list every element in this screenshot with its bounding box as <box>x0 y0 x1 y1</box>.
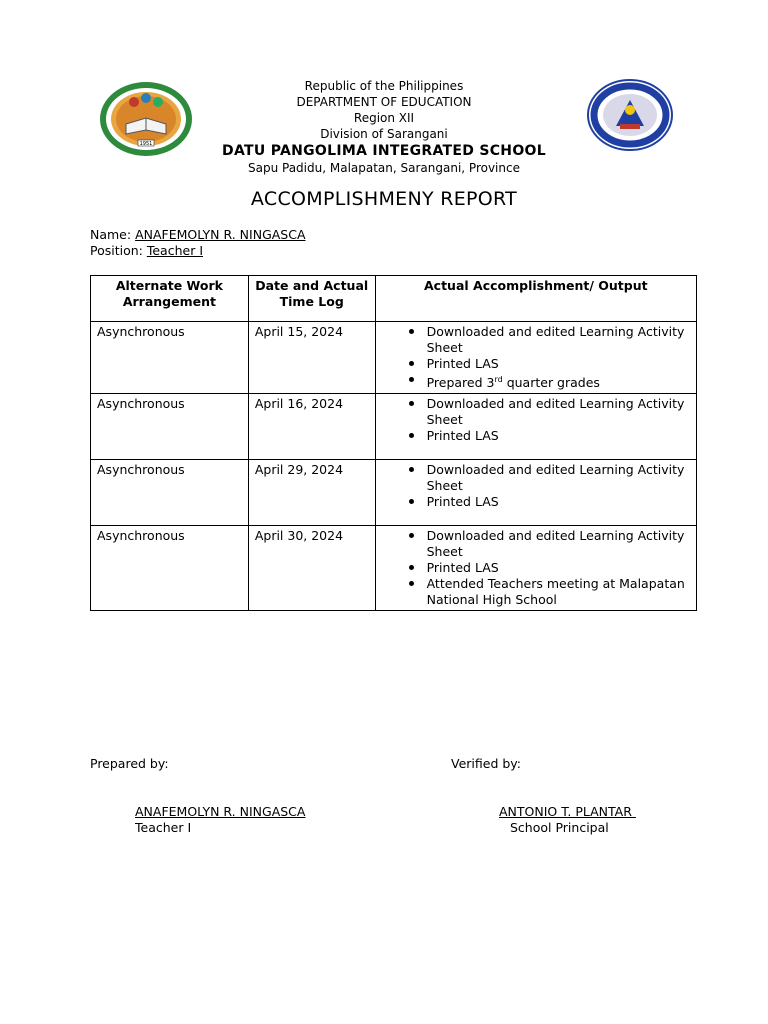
arrangement-cell: Asynchronous <box>91 394 249 460</box>
ordinal-suffix: rd <box>494 375 503 384</box>
list-item: Printed LAS <box>382 494 690 510</box>
report-title: ACCOMPLISHMENY REPORT <box>250 188 518 210</box>
column-header-arrangement: Alternate Work Arrangement <box>91 276 249 322</box>
list-item <box>382 372 690 391</box>
date-cell: April 15, 2024 <box>248 322 375 394</box>
list-item: Printed LAS <box>382 560 690 576</box>
prepared-by-label: Prepared by: <box>90 756 169 771</box>
table-row <box>91 526 697 611</box>
list-item: Printed LAS <box>382 356 690 372</box>
employee-info <box>90 227 306 259</box>
document-header <box>0 78 768 176</box>
position-label: Position: <box>90 243 147 258</box>
name-value: ANAFEMOLYN R. NINGASCA <box>135 227 306 242</box>
date-cell: April 16, 2024 <box>248 394 375 460</box>
position-value: Teacher I <box>146 243 204 258</box>
date-cell: April 29, 2024 <box>248 460 375 526</box>
accomplishment-cell <box>375 394 696 460</box>
list-item: Downloaded and edited Learning Activity Sheet <box>382 324 690 356</box>
name-label: Name: <box>90 227 136 242</box>
table-row <box>91 460 697 526</box>
verifier-name: ANTONIO T. PLANTAR <box>499 804 636 819</box>
arrangement-cell: Asynchronous <box>91 460 249 526</box>
table-row <box>91 322 697 394</box>
preparer-name: ANAFEMOLYN R. NINGASCA <box>135 804 306 819</box>
accomplishment-table <box>90 275 697 611</box>
column-header-accomplishment: Actual Accomplishment/ Output <box>375 276 696 322</box>
arrangement-cell: Asynchronous <box>91 526 249 611</box>
list-item: Downloaded and edited Learning Activity Sheet <box>382 528 690 560</box>
header-region: Region XII <box>353 111 415 125</box>
list-item: Printed LAS <box>382 428 690 444</box>
accomplishment-cell <box>375 460 696 526</box>
list-item: Downloaded and edited Learning Activity Sheet <box>382 396 690 428</box>
preparer-signature <box>135 804 305 836</box>
date-cell: April 30, 2024 <box>248 526 375 611</box>
header-department: DEPARTMENT OF EDUCATION <box>296 95 472 109</box>
header-republic: Republic of the Philippines <box>304 79 464 93</box>
table-row <box>91 394 697 460</box>
grades-text-end: quarter grades <box>502 375 600 391</box>
header-division: Division of Sarangani <box>320 127 448 141</box>
position-line <box>90 243 306 259</box>
accomplishment-cell <box>375 322 696 394</box>
svg-text:1951: 1951 <box>139 141 153 147</box>
grades-text: Prepared 3 <box>426 375 495 391</box>
accomplishment-cell <box>375 526 696 611</box>
name-line <box>90 227 306 243</box>
list-item: Attended Teachers meeting at Malapatan National High School <box>382 576 690 608</box>
list-item: Downloaded and edited Learning Activity Sheet <box>382 462 690 494</box>
arrangement-cell: Asynchronous <box>91 322 249 394</box>
school-address: Sapu Padidu, Malapatan, Sarangani, Province <box>248 161 520 175</box>
verifier-signature <box>499 804 636 836</box>
verifier-title: School Principal <box>510 820 609 835</box>
verified-by-label: Verified by: <box>451 756 521 771</box>
table-header-row <box>91 276 697 322</box>
column-header-date: Date and Actual Time Log <box>248 276 375 322</box>
school-name: DATU PANGOLIMA INTEGRATED SCHOOL <box>222 143 546 159</box>
preparer-title: Teacher I <box>135 820 192 835</box>
